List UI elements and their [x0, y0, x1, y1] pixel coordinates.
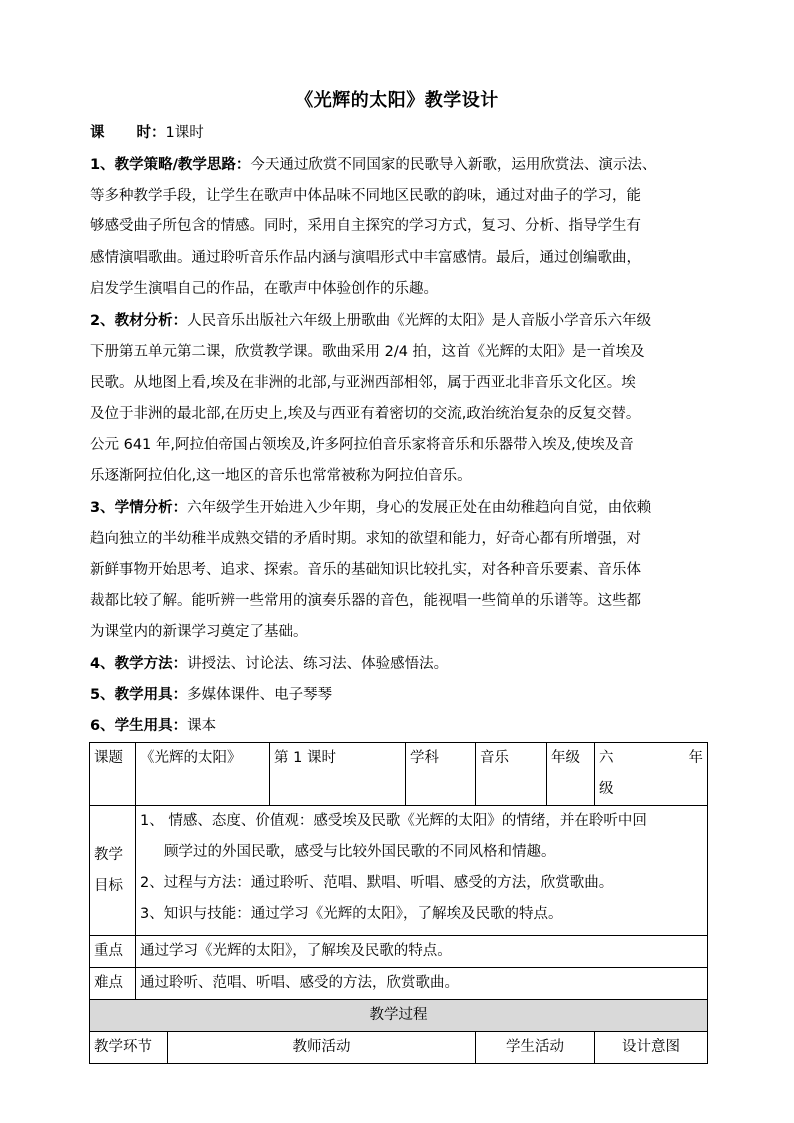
section-2-line-6: 乐逐渐阿拉伯化,这一地区的音乐也常常被称为阿拉伯音乐。 — [90, 468, 472, 484]
lesson-duration — [90, 123, 710, 143]
section-1-line-5: 启发学生演唱自己的作品，在歌声中体验创作的乐趣。 — [90, 281, 438, 297]
section-2-line-5: 公元 641 年,阿拉伯帝国占领埃及,许多阿拉伯音乐家将音乐和乐器带入埃及,使埃及音 — [90, 437, 634, 453]
section-1-line-1: 1、教学策略/教学思路：今天通过欣赏不同国家的民歌导入新歌，运用欣赏法、演示法、 — [90, 157, 657, 173]
grade-value: 六 年 级 — [595, 743, 708, 806]
lesson-plan-table — [89, 742, 708, 1064]
difficulty-label: 难点 — [90, 968, 136, 1000]
section-2-heading: 2、教材分析： — [90, 313, 188, 329]
section-1-heading: 1、教学策略/教学思路： — [90, 157, 251, 173]
objectives-content — [136, 806, 708, 936]
process-column-teacher: 教师活动 — [168, 1032, 476, 1064]
section-3-heading: 3、学情分析： — [90, 500, 188, 516]
section-2-line-2: 下册第五单元第二课，欣赏教学课。歌曲采用 2/4 拍，这首《光辉的太阳》是一首埃及 — [90, 344, 645, 360]
section-4: 4、教学方法：讲授法、讨论法、练习法、体验感悟法。 — [90, 656, 449, 672]
objective-1-line-2: 顾学过的外国民歌，感受与比较外国民歌的不同风格和情趣。 — [164, 844, 556, 860]
section-6: 6、学生用具：课本 — [90, 718, 217, 734]
topic-value: 《光辉的太阳》 — [136, 743, 270, 806]
section-4-heading: 4、教学方法： — [90, 656, 188, 672]
subject-label: 学科 — [406, 743, 476, 806]
difficulty-text: 通过聆听、范唱、听唱、感受的方法，欣赏歌曲。 — [136, 968, 708, 1000]
key-point-text: 通过学习《光辉的太阳》，了解埃及民歌的特点。 — [136, 936, 708, 968]
table-row-process-header — [90, 1000, 708, 1032]
section-5-heading: 5、教学用具： — [90, 687, 188, 703]
key-point-label: 重点 — [90, 936, 136, 968]
period-value: 第 1 课时 — [270, 743, 406, 806]
table-row-topic — [90, 743, 708, 806]
section-3-line-4: 裁都比较了解。能听辨一些常用的演奏乐器的音色，能视唱一些简单的乐谱等。这些都 — [90, 593, 641, 609]
duration-value: 1课时 — [165, 125, 204, 141]
section-2-line-4: 及位于非洲的最北部,在历史上,埃及与西亚有着密切的交流,政治统治复杂的反复交替。 — [90, 406, 641, 422]
document-title: 《光辉的太阳》教学设计 — [295, 90, 499, 111]
duration-label-b: 时： — [136, 125, 166, 141]
section-3-line-1: 3、学情分析：六年级学生开始进入少年期，身心的发展正处在由幼稚趋向自觉，由依赖 — [90, 500, 652, 516]
topic-label: 课题 — [90, 743, 136, 806]
process-column-student: 学生活动 — [476, 1032, 595, 1064]
table-row-objectives — [90, 806, 708, 936]
objective-1-line-1: 1、 情感、态度、价值观：感受埃及民歌《光辉的太阳》的情绪，并在聆听中回 — [140, 813, 647, 829]
table-row-process-columns — [90, 1032, 708, 1064]
process-column-stage: 教学环节 — [90, 1032, 168, 1064]
section-3-line-3: 新鲜事物开始思考、追求、探索。音乐的基础知识比较扎实，对各种音乐要素、音乐体 — [90, 562, 641, 578]
section-1-line-4: 感情演唱歌曲。通过聆听音乐作品内涵与演唱形式中丰富感情。最后，通过创编歌曲， — [90, 250, 641, 266]
section-1-line-3: 够感受曲子所包含的情感。同时，采用自主探究的学习方式，复习、分析、指导学生有 — [90, 218, 641, 234]
grade-label: 年级 — [547, 743, 595, 806]
subject-value: 音乐 — [476, 743, 547, 806]
table-row-difficulty — [90, 968, 708, 1000]
section-2-line-1: 2、教材分析：人民音乐出版社六年级上册歌曲《光辉的太阳》是人音版小学音乐六年级 — [90, 313, 652, 329]
section-2-line-3: 民歌。从地图上看,埃及在非洲的北部,与亚洲西部相邻，属于西亚北非音乐文化区。埃 — [90, 375, 636, 391]
objectives-label: 教学 目标 — [90, 806, 136, 936]
objective-2: 2、过程与方法：通过聆听、范唱、默唱、听唱、感受的方法，欣赏歌曲。 — [140, 875, 614, 891]
objective-3: 3、知识与技能：通过学习《光辉的太阳》，了解埃及民歌的特点。 — [140, 906, 563, 922]
duration-label-a: 课 — [90, 125, 105, 141]
table-row-key-point — [90, 936, 708, 968]
section-1-line-2: 等多种教学手段，让学生在歌声中体品味不同地区民歌的韵味，通过对曲子的学习，能 — [90, 188, 641, 204]
process-column-intent: 设计意图 — [595, 1032, 708, 1064]
process-header: 教学过程 — [90, 1000, 708, 1032]
section-3-line-2: 趋向独立的半幼稚半成熟交错的矛盾时期。求知的欲望和能力，好奇心都有所增强，对 — [90, 531, 641, 547]
section-5: 5、教学用具：多媒体课件、电子琴琴 — [90, 687, 333, 703]
section-3-line-5: 为课堂内的新课学习奠定了基础。 — [90, 624, 308, 640]
section-6-heading: 6、学生用具： — [90, 718, 188, 734]
